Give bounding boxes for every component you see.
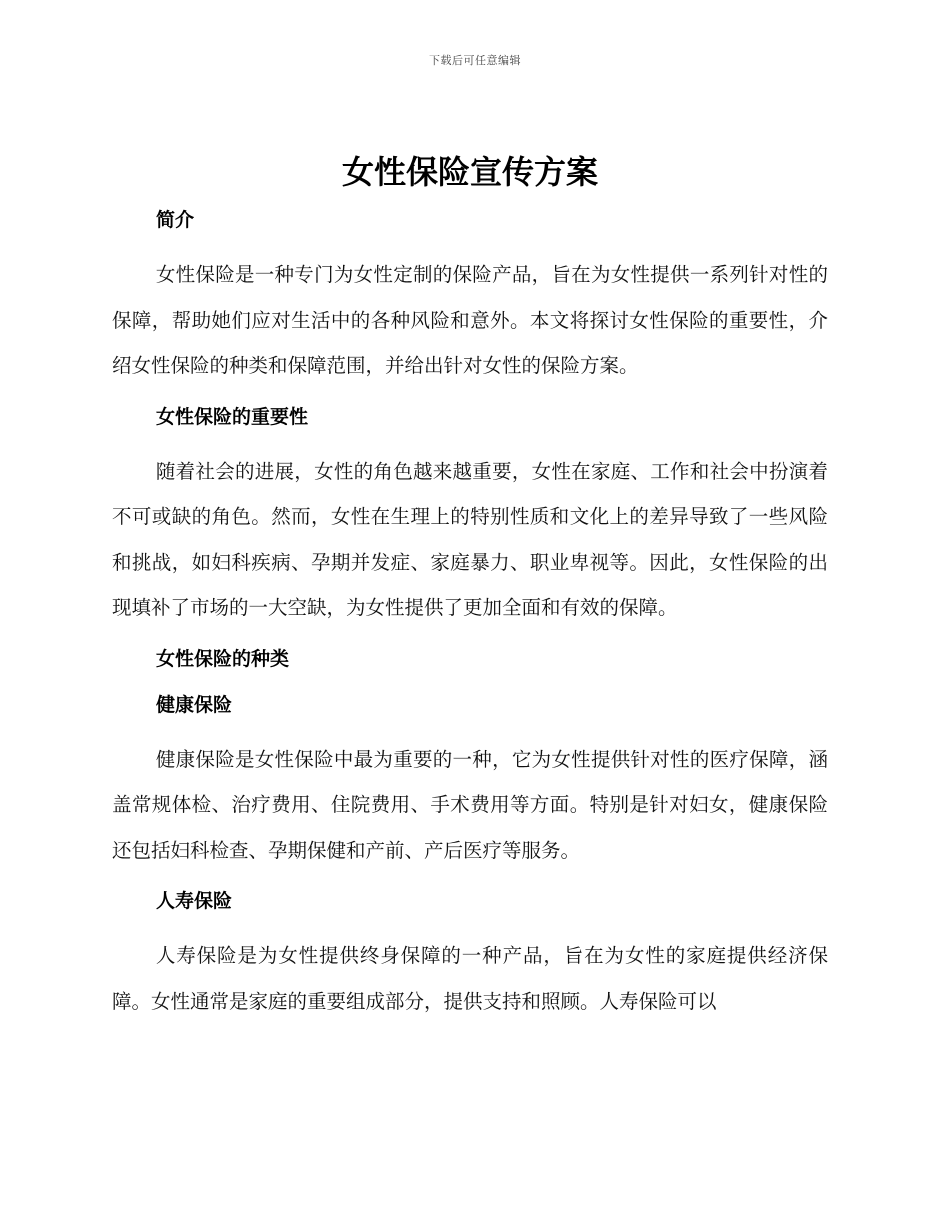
heading-importance: 女性保险的重要性 xyxy=(156,405,309,428)
paragraph-importance: 随着社会的进展，女性的角色越来越重要，女性在家庭、工作和社会中扮演着不可或缺的角色。然而，女性在生理上的特别性质和文化上的差异导致了一些风险和挑战，如妇科疾病、孕期并发症、家庭暴力、职业卑视等。因此，女性保险的出现填补了市场的一大空缺，为女性提供了更加全面和有效的保障。 xyxy=(112,459,828,619)
paragraph-health-insurance: 健康保险是女性保险中最为重要的一种，它为女性提供针对性的医疗保障，涵盖常规体检、治疗费用、住院费用、手术费用等方面。特别是针对妇女，健康保险还包括妇科检查、孕期保健和产前、产后医疗等服务。 xyxy=(112,747,828,862)
document-title: 女性保险宣传方案 xyxy=(341,153,598,191)
heading-health-insurance: 健康保险 xyxy=(156,693,233,716)
document-body xyxy=(112,150,828,1038)
heading-intro: 简介 xyxy=(156,209,195,231)
heading-types: 女性保险的种类 xyxy=(156,647,290,670)
paragraph-life-insurance: 人寿保险是为女性提供终身保障的一种产品，旨在为女性的家庭提供经济保障。女性通常是家庭的重要组成部分，提供支持和照顾。人寿保险可以 xyxy=(112,944,828,1013)
heading-life-insurance: 人寿保险 xyxy=(156,890,233,912)
header-note: 下载后可任意编辑 xyxy=(429,54,521,67)
paragraph-intro: 女性保险是一种专门为女性定制的保险产品，旨在为女性提供一系列针对性的保障，帮助她们应对生活中的各种风险和意外。本文将探讨女性保险的重要性，介绍女性保险的种类和保障范围，并给出针对女性的保险方案。 xyxy=(112,263,828,377)
